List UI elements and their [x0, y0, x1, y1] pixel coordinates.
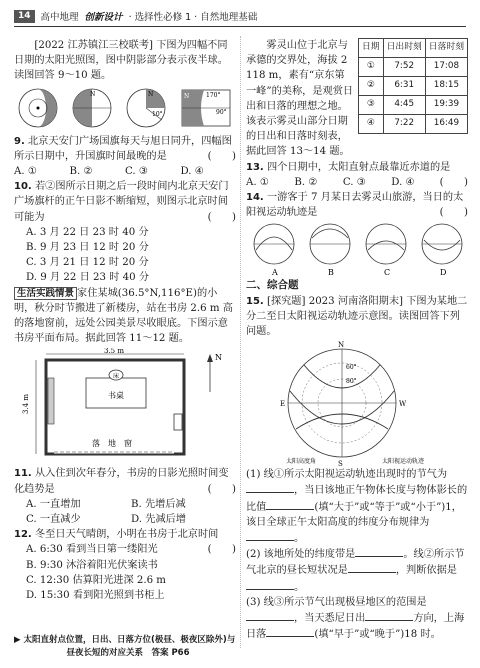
question-10: 10. 若②图所示日期之后一段时间内北京天安门广场旗杆的正午日影不断缩短，则图示北京时间可能为 ( ): [14, 181, 236, 223]
sun-path-options-figure: [246, 220, 468, 278]
south-label: S: [338, 460, 343, 468]
option-d-figure[interactable]: [422, 224, 462, 277]
fig4-lat-label: 90°: [216, 108, 227, 116]
option-b[interactable]: B. 9 月 23 日 12 时 20 分: [26, 242, 149, 254]
option-c[interactable]: C. 3 月 21 日 12 时 20 分: [26, 257, 149, 269]
north-label: N: [338, 341, 345, 350]
option-b[interactable]: B. ②: [69, 166, 93, 178]
question-14: 14. 一游客于 7 月某日去雾灵山旅游，当日的太阳视运动轨迹是 ( ): [246, 192, 468, 219]
answer-blank[interactable]: [246, 610, 294, 621]
book-title: 高中地理: [40, 12, 79, 23]
section-heading: 二、综合题: [246, 279, 299, 292]
svg-text:B: B: [328, 268, 334, 278]
north-label: N: [215, 353, 222, 363]
table-header-row: [358, 39, 467, 58]
altitude-label-80: 80°: [346, 378, 357, 386]
option-a[interactable]: A. ①: [246, 176, 269, 188]
brand-logo: 创新设计: [84, 12, 123, 23]
answer-blank[interactable]: [246, 530, 294, 541]
window-label: 落 地 窗: [92, 439, 132, 449]
question-9-options: [14, 164, 236, 179]
table-row: ④ 7:22 16:49: [358, 115, 467, 134]
east-label: E: [280, 400, 286, 409]
option-a-figure[interactable]: [254, 224, 294, 277]
option-c-figure[interactable]: [366, 224, 406, 277]
option-b[interactable]: B. 先增后减: [131, 498, 186, 510]
table-row: ③ 4:45 19:39: [358, 96, 467, 115]
option-c[interactable]: C. ③: [125, 166, 149, 178]
question-11: 11. 从入住到次年春分，书房的日影光照时间变化趋势是 ( ): [14, 468, 236, 495]
chair-label: 床: [113, 373, 120, 381]
intro-13-14-block: [246, 38, 468, 160]
left-column: [14, 38, 236, 603]
option-c[interactable]: C. ③: [342, 176, 366, 188]
answer-blank[interactable]: [355, 546, 403, 557]
option-a[interactable]: A. 6:30 看到当日第一缕阳光: [26, 544, 158, 556]
header-rule: [14, 26, 466, 27]
book-subtitle: · 选择性必修 1 · 自然地理基础: [128, 12, 258, 23]
life-scenario-tag: 生活实践情景: [14, 287, 77, 300]
door-shape: [174, 414, 182, 430]
answer-blank[interactable]: [348, 562, 396, 573]
column-divider: [240, 36, 241, 648]
option-d[interactable]: D. 15:30 看到阳光照到书柜上: [26, 590, 165, 602]
footer-line-2: 昼夜长短的对应关系 答案 P66: [66, 648, 190, 658]
svg-text:C: C: [384, 268, 391, 278]
question-13: 13. 四个日期中，太阳直射点最靠近赤道的是 ( ): [246, 161, 468, 188]
question-15: 15. [探究题] 2023 河南洛阳期末] 下图为某地二分二至日太阳视运动轨迹示意图。读图回答下列问题。: [246, 295, 468, 338]
option-d[interactable]: D. ④: [180, 166, 204, 178]
north-arrow-head-icon: [207, 354, 213, 362]
room-width-label: 3.5 m: [104, 348, 124, 356]
question-11-options-row1: [14, 497, 236, 512]
intro-9-10: [2022 江苏镇江三校联考] 下图为四幅不同日期的太阳光照图，图中阴影部分表示夜半球。读图回答 9～10 题。: [14, 40, 228, 82]
table-header: 日期: [358, 39, 383, 58]
option-d[interactable]: D. ④: [391, 176, 415, 188]
sub-question-1: (1) 线①所示太阳视运动轨迹出现时的节气为，当日该地正午物体长度与物体影长的比值 (填“大于”或“等于”或“小于”)1，该日全球正午太阳高度的纬度分布规律为。: [246, 469, 468, 545]
question-13-options: [246, 175, 440, 190]
answer-blank[interactable]: [246, 579, 294, 590]
legend-altitude: 太阳高度角: [286, 458, 317, 466]
option-b[interactable]: B. ②: [294, 176, 318, 188]
intro-13-14: 雾灵山位于北京与承德的交界处，海拔 2 118 m，素有“京东第一峰”的美称，是观赏日出和日落的理想之地。该表示雾灵山部分日期的日出和日落时刻表，据此回答 13～14 题。: [246, 40, 354, 158]
sun-path-diagram: [246, 339, 468, 467]
figure-2: [73, 89, 111, 127]
fig3-n-label: N: [148, 90, 154, 98]
table-row: ② 6:31 18:15: [358, 77, 467, 96]
answer-blank[interactable]: [266, 499, 314, 510]
sunlight-figure: [14, 86, 236, 132]
option-a[interactable]: A. 一直增加: [26, 498, 81, 510]
option-d[interactable]: D. 9 月 22 日 23 时 40 分: [26, 272, 150, 284]
figure-3: [127, 89, 165, 127]
figure-1: [19, 89, 57, 127]
footer-line-1: ▶ 太阳直射点位置，日出、日落方位(极昼、极夜区除外)与: [14, 635, 236, 645]
fig3-angle-label: 10°: [152, 110, 163, 118]
inquiry-tag: 探究题: [270, 295, 302, 307]
page-footer: [14, 634, 242, 660]
figure-4: [182, 90, 230, 126]
sub-question-2: (2) 该地所处的纬度带是 。线②所示节气北京的昼长短状况是 ，判断依据是。: [246, 546, 468, 595]
sunrise-sunset-table: [358, 38, 468, 134]
intro-11-12: 生活实践情景 家住某城(36.5°N,116°E)的小明，秋分时节搬进了新楼房，站在书房 2.6 m 高的落地窗前，远处公园美景尽收眼底。下图示意书房平面布局。据此回答 11～12 题。: [14, 287, 233, 345]
question-11-options-row2: [14, 512, 236, 527]
option-a[interactable]: A. ①: [14, 166, 37, 178]
option-c[interactable]: C. 12:30 估算阳光进深 2.6 m: [26, 574, 166, 586]
question-12: 12. 冬至日天气晴朗，小明在书房于北京时间 ( ): [14, 529, 236, 556]
table-row: ① 7:52 17:08: [358, 58, 467, 77]
option-d[interactable]: D. 先减后增: [131, 514, 187, 526]
fig4-n-label: N: [184, 92, 190, 100]
answer-blank[interactable]: [246, 482, 294, 493]
answer-blank[interactable]: [266, 626, 314, 637]
table-header: 日出时刻: [383, 39, 425, 58]
west-label: W: [399, 400, 407, 409]
room-plan-figure: [14, 348, 236, 464]
option-c[interactable]: C. 一直减少: [26, 514, 81, 526]
right-column: [246, 38, 468, 642]
fig4-lon-label: 170°: [206, 91, 221, 99]
option-b[interactable]: B. 9:30 沐浴着阳光伏案读书: [26, 559, 158, 571]
page-number: 14: [14, 10, 35, 23]
svg-text:D: D: [440, 268, 447, 278]
option-a[interactable]: A. 3 月 22 日 23 时 40 分: [26, 226, 149, 238]
option-b-figure[interactable]: [310, 224, 350, 277]
question-9: 9. 北京天安门广场国旗每天与旭日同升，四幅图所示日期中，升国旗时间最晚的是 ( ): [14, 135, 236, 162]
table-header: 日落时刻: [425, 39, 467, 58]
legend-sun-path: 太阳视运动轨迹: [382, 458, 425, 466]
desk-label: 书桌: [108, 391, 124, 401]
fig2-n-label: N: [90, 90, 96, 98]
room-depth-label: 3.4 m: [22, 394, 30, 415]
svg-text:A: A: [272, 268, 278, 278]
altitude-label-60: 60°: [346, 364, 357, 372]
answer-blank[interactable]: [365, 610, 413, 621]
sub-question-3: (3) 线③所示节气出现极昼地区的范围是，当天悉尼日出 方向，上海日落 (填“早于”或“晚于”)18 时。: [246, 596, 465, 641]
page-header: [14, 8, 466, 24]
bookshelf-shape: [48, 378, 54, 424]
